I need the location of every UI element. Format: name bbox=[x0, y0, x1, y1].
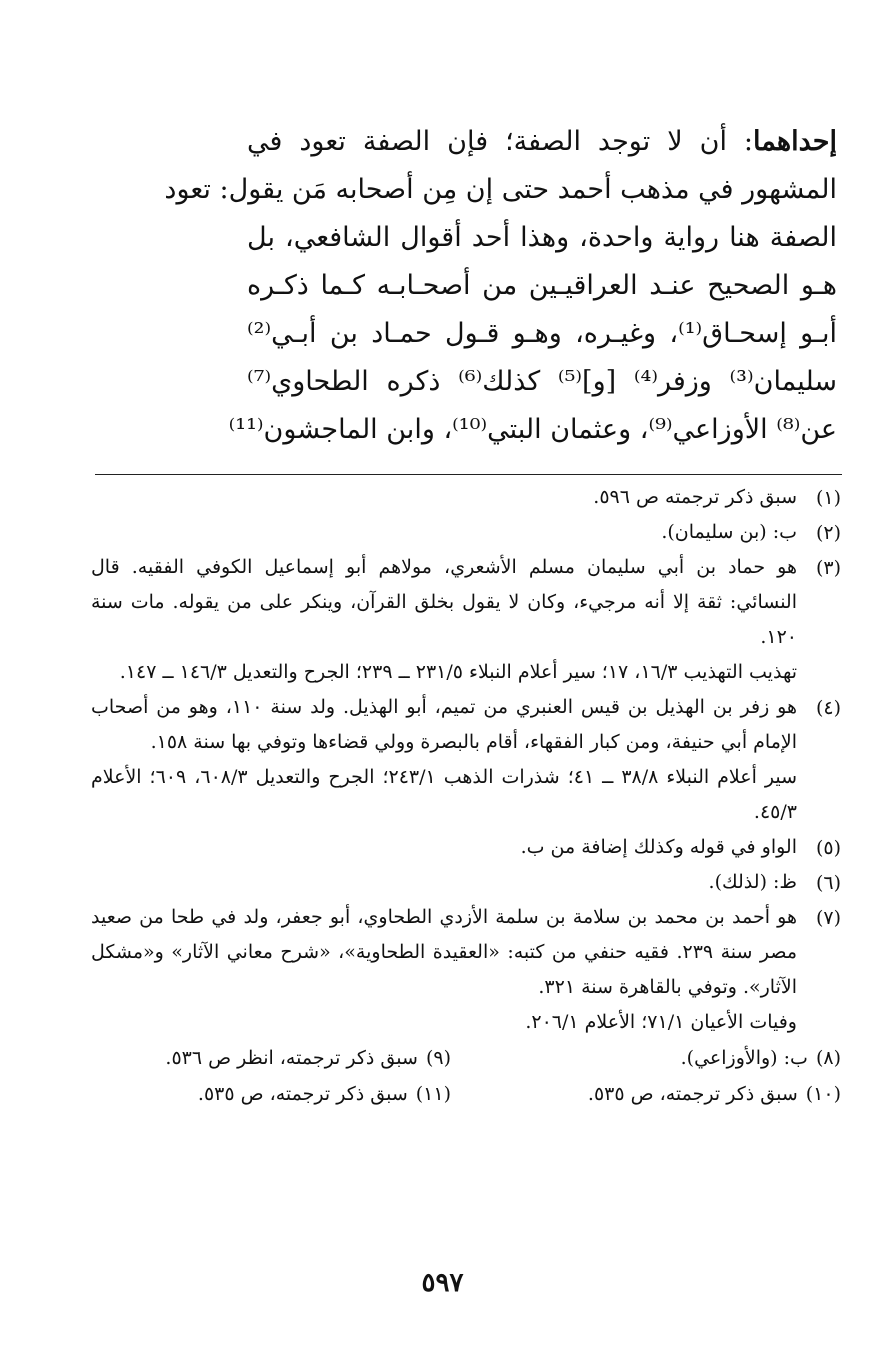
footnote-number: (٥) bbox=[815, 837, 841, 859]
footnote-number: (٤) bbox=[815, 697, 841, 719]
footnote-sources: وفيات الأعيان ٧١/١؛ الأعلام ٢٠٦/١. bbox=[525, 1011, 797, 1033]
footnote-number: (٧) bbox=[815, 907, 841, 929]
footnote-text: سبق ذكر ترجمته، انظر ص ٥٣٦. bbox=[165, 1047, 418, 1069]
footnote-text: ظ: (لذلك). bbox=[708, 871, 797, 893]
footnote-pair bbox=[91, 1076, 841, 1112]
footnote-9 bbox=[91, 1040, 481, 1076]
footnote-5 bbox=[91, 830, 841, 865]
footnote-text: الواو في قوله وكذلك إضافة من ب. bbox=[520, 836, 797, 858]
footnote-number: (٣) bbox=[815, 557, 841, 579]
footnote-number: (٩) bbox=[425, 1047, 451, 1069]
footnotes bbox=[91, 480, 841, 1112]
main-line: أبـو إسحـاق⁽¹⁾، وغيـره، وهـو قـول حمـاد بن أبـي⁽²⁾ bbox=[247, 318, 837, 349]
footnote-6 bbox=[91, 865, 841, 900]
lead-word: إحداهما bbox=[753, 126, 837, 157]
main-line: سليمان⁽³⁾ وزفر⁽⁴⁾ [و]⁽⁵⁾ كذلك⁽⁶⁾ ذكره الطحاوي⁽⁷⁾ bbox=[247, 366, 838, 397]
main-line-text: : أن لا توجد الصفة؛ فإن الصفة تعود في bbox=[247, 126, 754, 157]
footnote-1 bbox=[91, 480, 841, 515]
main-line bbox=[247, 118, 837, 166]
main-line: المشهور في مذهب أحمد حتى إن مِن أصحابه مَن يقول: تعود bbox=[164, 174, 837, 205]
main-line: عن⁽⁸⁾ الأوزاعي⁽⁹⁾، وعثمان البتي⁽¹⁰⁾، وابن الماجشون⁽¹¹⁾ bbox=[228, 414, 837, 445]
footnote-number: (٢) bbox=[815, 522, 841, 544]
footnote-text: ب: (والأوزاعي). bbox=[680, 1047, 808, 1069]
footnote-sources: تهذيب التهذيب ١٦/٣، ١٧؛ سير أعلام النبلاء ٢٣١/٥ ــ ٢٣٩؛ الجرح والتعديل ١٤٦/٣ ــ ١٤٧. bbox=[119, 661, 797, 683]
footnote-8 bbox=[481, 1040, 841, 1076]
main-line: هـو الصحيح عنـد العراقيـين من أصحـابـه كـما ذكـره bbox=[247, 270, 837, 301]
footnote-10 bbox=[481, 1076, 841, 1112]
footnote-2 bbox=[91, 515, 841, 550]
main-line: الصفة هنا رواية واحدة، وهذا أحد أقوال الشافعي، بل bbox=[247, 222, 837, 253]
footnote-4 bbox=[91, 690, 841, 830]
footnote-number: (١٠) bbox=[805, 1083, 841, 1105]
footnote-text: سبق ذكر ترجمته، ص ٥٣٥. bbox=[587, 1083, 798, 1105]
footnote-pair bbox=[91, 1040, 841, 1076]
footnote-number: (٨) bbox=[815, 1047, 841, 1069]
footnote-divider bbox=[95, 474, 842, 475]
footnote-text: هو زفر بن الهذيل بن قيس العنبري من تميم، أبو الهذيل. ولد سنة ١١٠، وهو من أصحاب الإمام أبي حنيفة، ومن كبار الفقهاء، أقام بالبصرة وولي قضاءها وتوفي بها سنة ١٥٨. bbox=[91, 696, 797, 753]
footnote-number: (١١) bbox=[415, 1083, 451, 1105]
footnote-3 bbox=[91, 550, 841, 690]
footnote-number: (٦) bbox=[815, 872, 841, 894]
footnote-number: (١) bbox=[815, 487, 841, 509]
footnote-7 bbox=[91, 900, 841, 1040]
page-number: ٥٩٧ bbox=[421, 1268, 464, 1298]
footnote-text: سبق ذكر ترجمته ص ٥٩٦. bbox=[593, 486, 797, 508]
footnote-11 bbox=[91, 1076, 481, 1112]
main-text bbox=[164, 118, 838, 454]
footnote-text: ب: (بن سليمان). bbox=[661, 521, 797, 543]
footnote-text: هو حماد بن أبي سليمان مسلم الأشعري، مولاهم أبو إسماعيل الكوفي الفقيه. قال النسائي: ثقة إلا أنه مرجيء، وكان لا يقول بخلق القرآن، وينكر على من يقوله. مات سنة ١٢٠. bbox=[91, 556, 797, 648]
footnote-text: سبق ذكر ترجمته، ص ٥٣٥. bbox=[197, 1083, 408, 1105]
footnote-sources: سير أعلام النبلاء ٣٨/٨ ــ ٤١؛ شذرات الذهب ٢٤٣/١؛ الجرح والتعديل ٦٠٨/٣، ٦٠٩؛ الأعلام ٤٥/٣. bbox=[91, 766, 798, 823]
footnote-text: هو أحمد بن محمد بن سلامة بن سلمة الأزدي الطحاوي، أبو جعفر، ولد في طحا من صعيد مصر سنة ٢٣٩. فقيه حنفي من كتبه: «العقيدة الطحاوية»، «شرح معاني الآثار» و«مشكل الآثار». وتوفي بالقاهرة سنة ٣٢١. bbox=[91, 906, 797, 998]
